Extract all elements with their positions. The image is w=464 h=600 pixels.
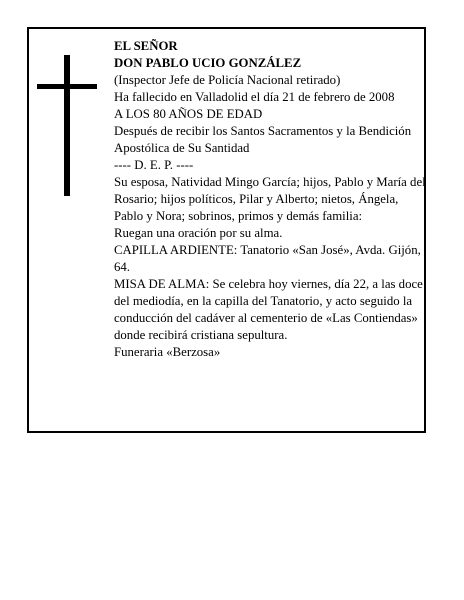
deceased-title: EL SEÑOR (114, 39, 178, 53)
death-statement: Ha fallecido en Valladolid el día 21 de febrero de 2008 (114, 90, 395, 104)
deceased-role: (Inspector Jefe de Policía Nacional retirado) (114, 73, 341, 87)
chapel-info: CAPILLA ARDIENTE: Tanatorio «San José», Avda. Gijón, 64. (114, 243, 421, 274)
rip-line: ---- D. E. P. ---- (114, 158, 194, 172)
funeral-home: Funeraria «Berzosa» (114, 345, 221, 359)
deceased-name: DON PABLO UCIO GONZÁLEZ (114, 56, 302, 70)
cross-icon (64, 55, 70, 196)
deceased-age: A LOS 80 AÑOS DE EDAD (114, 107, 263, 121)
cross-icon-bar (37, 84, 97, 89)
obituary-text (114, 38, 428, 361)
prayer-request: Ruegan una oración por su alma. (114, 226, 283, 240)
mass-info: MISA DE ALMA: Se celebra hoy viernes, día 22, a las doce del mediodía, en la capilla del Tanatorio, y acto seguido la conducción del cadáver al cementerio de «Las Contiendas» donde recibirá cristiana sepultura. (114, 277, 423, 342)
sacraments-text: Después de recibir los Santos Sacramentos y la Bendición Apostólica de Su Santidad (114, 124, 412, 155)
family-list: Su esposa, Natividad Mingo García; hijos, Pablo y María del Rosario; hijos políticos, Pilar y Alberto; nietos, Ángela, Pablo y Nora; sobrinos, primos y demás familia: (114, 175, 426, 223)
